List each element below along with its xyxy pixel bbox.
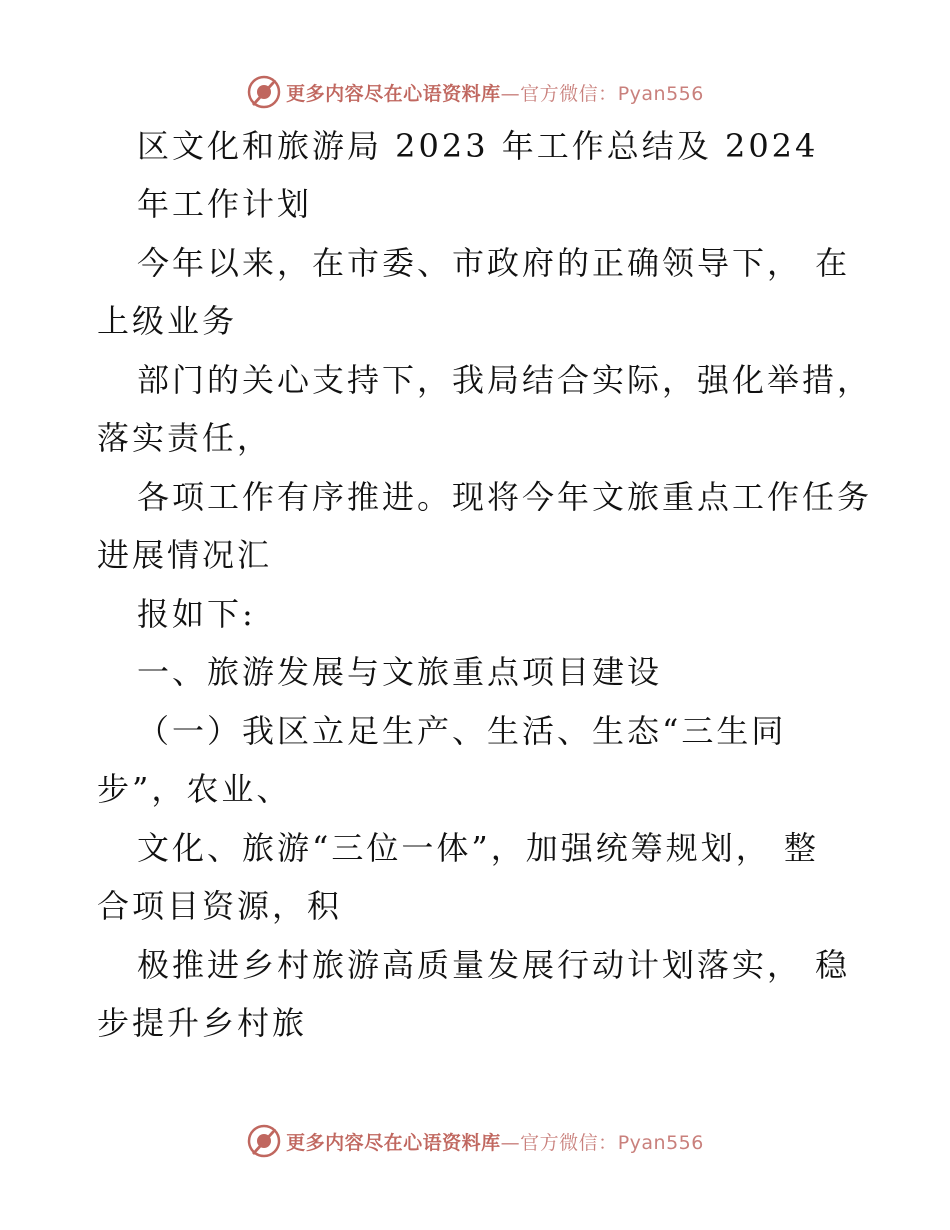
watermark-dash: —官方微信： <box>500 1131 618 1154</box>
paragraph-line: 步提升乡村旅 <box>97 1004 308 1042</box>
paragraph-line: 落实责任， <box>97 419 273 457</box>
quill-seal-icon <box>246 1123 282 1159</box>
paragraph-line: 报如下: <box>137 595 256 633</box>
paragraph-line: 合项目资源，积 <box>97 887 343 925</box>
section-heading: 一、旅游发展与文旅重点项目建设 <box>137 653 663 691</box>
paragraph-line: 上级业务 <box>97 302 238 340</box>
doc-title-line-1: 区文化和旅游局 2023 年工作总结及 2024 <box>137 127 819 165</box>
watermark-wechat-id: Pyan556 <box>617 82 704 105</box>
paragraph-line: 极推进乡村旅游高质量发展行动计划落实， 稳 <box>137 946 851 984</box>
paragraph-line: 各项工作有序推进。现将今年文旅重点工作任务 <box>137 478 873 516</box>
paragraph-line: 进展情况汇 <box>97 536 273 574</box>
doc-title-line-2: 年工作计划 <box>137 185 313 223</box>
watermark-dash: —官方微信： <box>500 82 618 105</box>
paragraph-line: 部门的关心支持下，我局结合实际，强化举措， <box>137 361 873 399</box>
watermark-header <box>0 72 950 112</box>
watermark-wechat-id: Pyan556 <box>617 1131 704 1154</box>
quill-seal-icon <box>246 74 282 110</box>
watermark-site: 更多内容尽在心语资料库 <box>286 1131 501 1154</box>
paragraph-line: 今年以来，在市委、市政府的正确领导下， 在 <box>137 244 851 282</box>
watermark-footer <box>0 1121 950 1161</box>
watermark-text <box>286 79 704 106</box>
paragraph-line: 文化、旅游“三位一体”，加强统筹规划， 整 <box>137 829 819 867</box>
paragraph-line: 步”，农业、 <box>97 770 292 808</box>
watermark-text <box>286 1128 704 1155</box>
watermark-site: 更多内容尽在心语资料库 <box>286 82 501 105</box>
subsection-line: （一）我区立足生产、生活、生态“三生同 <box>137 712 787 750</box>
